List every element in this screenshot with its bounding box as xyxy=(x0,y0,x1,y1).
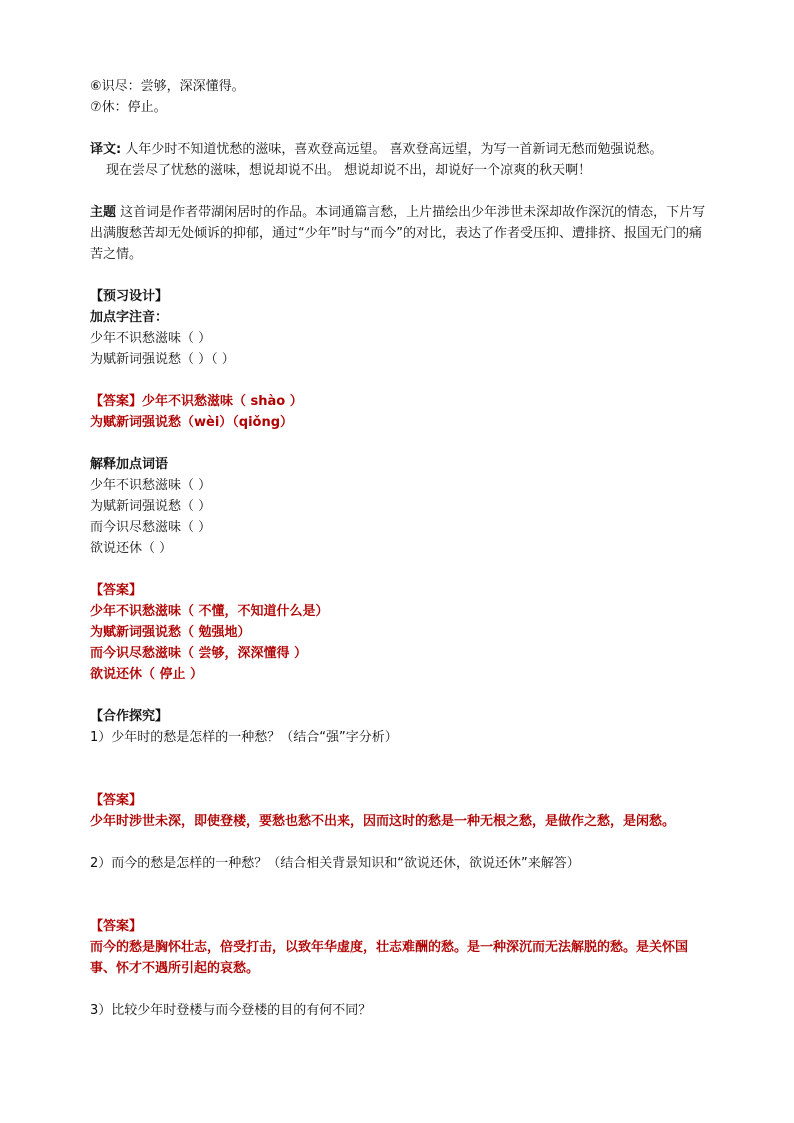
explain-question-1: 少年不识愁滋味（ ） xyxy=(90,478,212,493)
explore-answer-2-label: 【答案】 xyxy=(90,919,143,934)
explain-answer-label: 【答案】 xyxy=(90,583,143,598)
theme-text: 这首词是作者带湖闲居时的作品。本词通篇言愁，上片描绘出少年涉世未深却故作深沉的情态，下片写出满腹愁苦却无处倾诉的抑郁，通过“少年”时与“而今”的对比，表达了作者受压抑、遭排挤、报国无门的痛苦之情。 xyxy=(90,205,706,262)
translation-text-1: 人年少时不知道忧愁的滋味，喜欢登高远望。 喜欢登高远望，为写一首新词无愁而勉强说愁。 xyxy=(121,142,663,157)
preview-answer-2: 为赋新词强说愁（wèi）（qiǒng） xyxy=(90,415,294,430)
explore-question-2: 2）而今的愁是怎样的一种愁？（结合相关背景知识和“欲说还休，欲说还休”来解答） xyxy=(90,856,580,871)
preview-answer-1-text: 少年不识愁滋味（ shào ） xyxy=(142,394,303,409)
translation-line-2: 现在尝尽了忧愁的滋味，想说却说不出。 想说却说不出，却说好一个凉爽的秋天啊！ xyxy=(106,163,592,178)
answer-label: 【答案】 xyxy=(90,394,143,409)
theme-paragraph xyxy=(90,202,710,265)
explore-answer-1-label: 【答案】 xyxy=(90,793,143,808)
explore-question-1: 1）少年时的愁是怎样的一种愁？（结合“强”字分析） xyxy=(90,730,398,745)
explain-question-4: 欲说还休（ ） xyxy=(90,541,173,556)
theme-label: 主题 xyxy=(90,205,117,220)
note-7: ⑦休：停止。 xyxy=(90,100,167,115)
explore-answer-2: 而今的愁是胸怀壮志，倍受打击，以致年华虚度，壮志难酬的愁。是一种深沉而无法解脱的愁。是关怀国事、怀才不遇所引起的哀愁。 xyxy=(90,940,689,976)
translation-line-1 xyxy=(90,139,710,160)
preview-answer-1 xyxy=(90,391,710,412)
explain-question-2: 为赋新词强说愁（ ） xyxy=(90,499,212,514)
document-page xyxy=(90,76,710,1021)
explain-question-3: 而今识尽愁滋味（ ） xyxy=(90,520,212,535)
explore-answer-1: 少年时涉世未深，即使登楼，要愁也愁不出来，因而这时的愁是一种无根之愁，是做作之愁，是闲愁。 xyxy=(90,814,676,829)
translation-label: 译文: xyxy=(90,142,122,157)
preview-subheading: 加点字注音： xyxy=(90,310,169,325)
explain-answer-2: 为赋新词强说愁（ 勉强地） xyxy=(90,625,251,640)
preview-question-2: 为赋新词强说愁（ ）（ ） xyxy=(90,352,235,367)
preview-heading: 【预习设计】 xyxy=(90,289,169,304)
preview-question-1: 少年不识愁滋味（ ） xyxy=(90,331,212,346)
explore-question-3: 3）比较少年时登楼与而今登楼的目的有何不同？ xyxy=(90,1003,372,1018)
explain-heading: 解释加点词语 xyxy=(90,457,169,472)
explore-heading: 【合作探究】 xyxy=(90,709,169,724)
explain-answer-1: 少年不识愁滋味（ 不懂，不知道什么是） xyxy=(90,604,329,619)
note-6: ⑥识尽：尝够，深深懂得。 xyxy=(90,79,245,94)
explain-answer-4: 欲说还休（ 停止 ） xyxy=(90,667,204,682)
explain-answer-3: 而今识尽愁滋味（ 尝够，深深懂得 ） xyxy=(90,646,308,661)
